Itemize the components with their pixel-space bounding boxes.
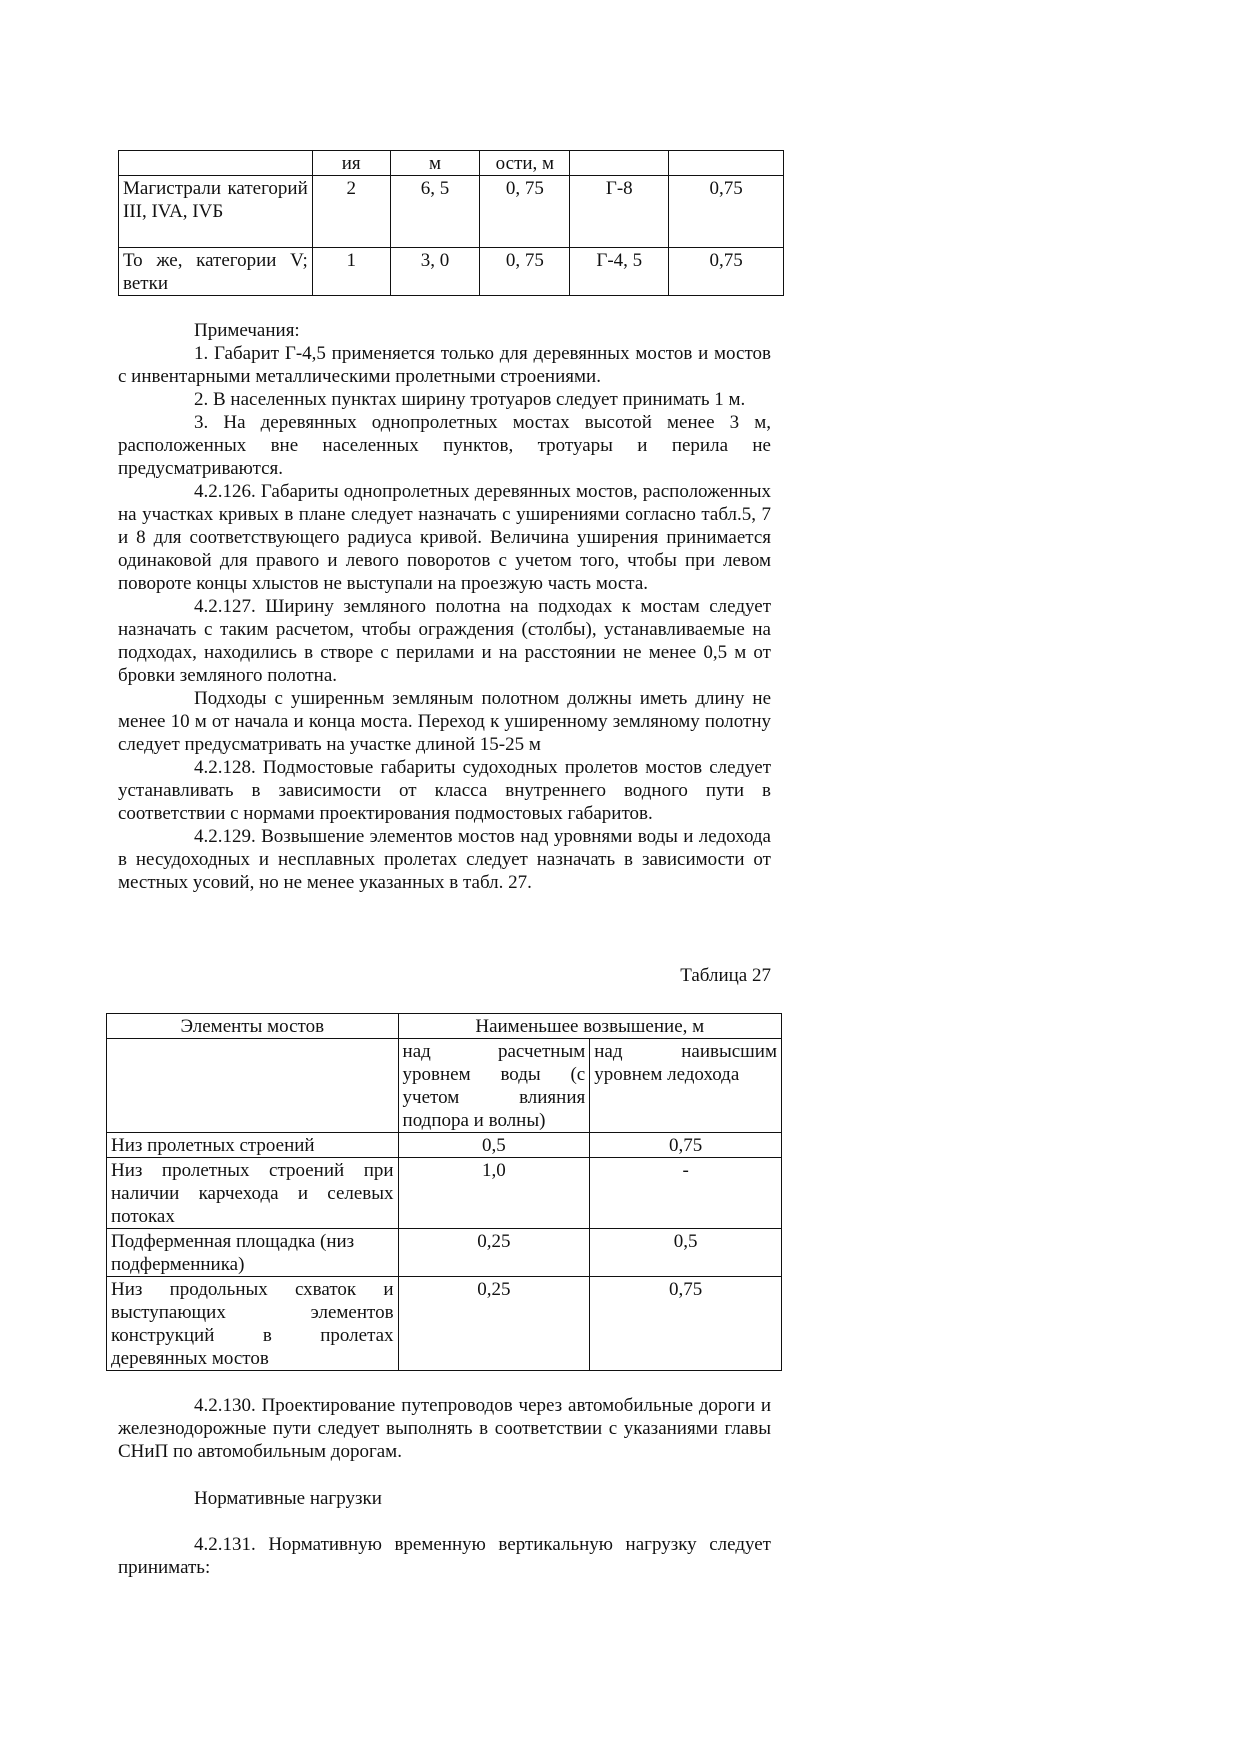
table-cell: 6, 5 — [390, 176, 480, 248]
table-cell: 0,25 — [398, 1229, 590, 1277]
table-cell: ости, м — [480, 151, 570, 176]
paragraph-4-2-131-block — [118, 1533, 771, 1579]
table-header-row — [107, 1014, 782, 1039]
table-cell: 0,5 — [590, 1229, 782, 1277]
subheader-cell-water-level: над расчетным уровнем воды (с учетом влияния подпора и волны) — [398, 1039, 590, 1133]
paragraph-4-2-128: 4.2.128. Подмостовые габариты судоходных пролетов мостов следует устанавливать в зависимости от класса внутреннего водного пути в соответствии с нормами проектирования подмостовых габаритов. — [118, 757, 771, 824]
subheader-cell-ice-level: над наивысшим уровнем ледохода — [590, 1039, 782, 1133]
paragraph-4-2-127-approaches: Подходы с уширенньм земляным полотном должны иметь длину не менее 10 м от начала и конца моста. Переход к уширенному земляному полотну следует предусматривать на участке длиной 15-25 м — [118, 688, 771, 755]
bridge-dimensions-table — [118, 150, 784, 296]
table-cell: 0,25 — [398, 1277, 590, 1371]
table-cell: 0,75 — [669, 248, 784, 296]
table-cell: Подферменная площадка (низ подферменника) — [107, 1229, 399, 1277]
table-cell: 0,75 — [590, 1277, 782, 1371]
notes-title: Примечания: — [194, 320, 300, 341]
table-caption: Таблица 27 — [680, 965, 771, 986]
table-cell: 1 — [312, 248, 390, 296]
table-row — [107, 1277, 782, 1371]
table-cell: 0,5 — [398, 1133, 590, 1158]
table-cell: ия — [312, 151, 390, 176]
section-heading: Нормативные нагрузки — [194, 1488, 382, 1509]
table-cell — [119, 151, 313, 176]
paragraph-4-2-126: 4.2.126. Габариты однопролетных деревянных мостов, расположенных на участках кривых в плане следует назначать с уширениями согласно табл.5, 7 и 8 для соответствующего радиуса кривой. Величина уширения принимается одинаковой для правого и левого поворотов с учетом того, чтобы при левом повороте концы хлыстов не выступали на проезжую часть моста. — [118, 481, 771, 594]
paragraph-4-2-131: 4.2.131. Нормативную временную вертикальную нагрузку следует принимать: — [118, 1534, 771, 1578]
table-cell: Г-4, 5 — [570, 248, 669, 296]
table-row — [107, 1229, 782, 1277]
table-cell: Г-8 — [570, 176, 669, 248]
table-cell: 2 — [312, 176, 390, 248]
table-cell: Низ пролетных строений при наличии карчехода и селевых потоках — [107, 1158, 399, 1229]
table-cell — [669, 151, 784, 176]
paragraph-4-2-129: 4.2.129. Возвышение элементов мостов над уровнями воды и ледохода в несудоходных и несплавных пролетах следует назначать в зависимости от местных усовий, но не менее указанных в табл. 27. — [118, 826, 771, 893]
paragraph-4-2-130: 4.2.130. Проектирование путепроводов через автомобильные дороги и железнодорожные пути следует выполнять в соответствии с указаниями главы СНиП по автомобильным дорогам. — [118, 1395, 771, 1462]
table-row — [119, 248, 784, 296]
table-cell: м — [390, 151, 480, 176]
table-cell: - — [590, 1158, 782, 1229]
header-cell-elements: Элементы мостов — [107, 1014, 399, 1039]
paragraph-4-2-130-block — [118, 1394, 771, 1463]
table-header-fragment-row — [119, 151, 784, 176]
table-cell: Низ пролетных строений — [107, 1133, 399, 1158]
table-cell: Магистрали категорий III, IVA, IVБ — [119, 176, 313, 248]
note-2: 2. В населенных пунктах ширину тротуаров следует принимать 1 м. — [194, 389, 746, 410]
table-cell — [570, 151, 669, 176]
table-cell: 3, 0 — [390, 248, 480, 296]
table-cell: 0,75 — [590, 1133, 782, 1158]
table-cell: 0, 75 — [480, 248, 570, 296]
note-1: 1. Габарит Г-4,5 применяется только для деревянных мостов и мостов с инвентарными металлическими пролетными строениями. — [118, 343, 771, 387]
table-subheader-row — [107, 1039, 782, 1133]
paragraph-4-2-127: 4.2.127. Ширину земляного полотна на подходах к мостам следует назначать с таким расчетом, чтобы ограждения (столбы), устанавливаемые на подходах, находились в створе с перилами и на расстоянии не менее 0,5 м от бровки земляного полотна. — [118, 596, 771, 686]
table-cell: Низ продольных схваток и выступающих элементов конструкций в пролетах деревянных мостов — [107, 1277, 399, 1371]
table-cell: 0,75 — [669, 176, 784, 248]
table-cell: 0, 75 — [480, 176, 570, 248]
table-row — [107, 1158, 782, 1229]
section-heading-block — [118, 1487, 771, 1510]
table-27 — [106, 1013, 782, 1371]
table-row — [107, 1133, 782, 1158]
note-3: 3. На деревянных однопролетных мостах высотой менее 3 м, расположенных вне населенных пунктов, тротуары и перила не предусматриваются. — [118, 412, 771, 479]
header-cell-min-elevation: Наименьшее возвышение, м — [398, 1014, 781, 1039]
table-row — [119, 176, 784, 248]
table-cell: То же, категории V; ветки — [119, 248, 313, 296]
notes-section — [118, 319, 771, 894]
table-cell: 1,0 — [398, 1158, 590, 1229]
table-cell — [107, 1039, 399, 1133]
